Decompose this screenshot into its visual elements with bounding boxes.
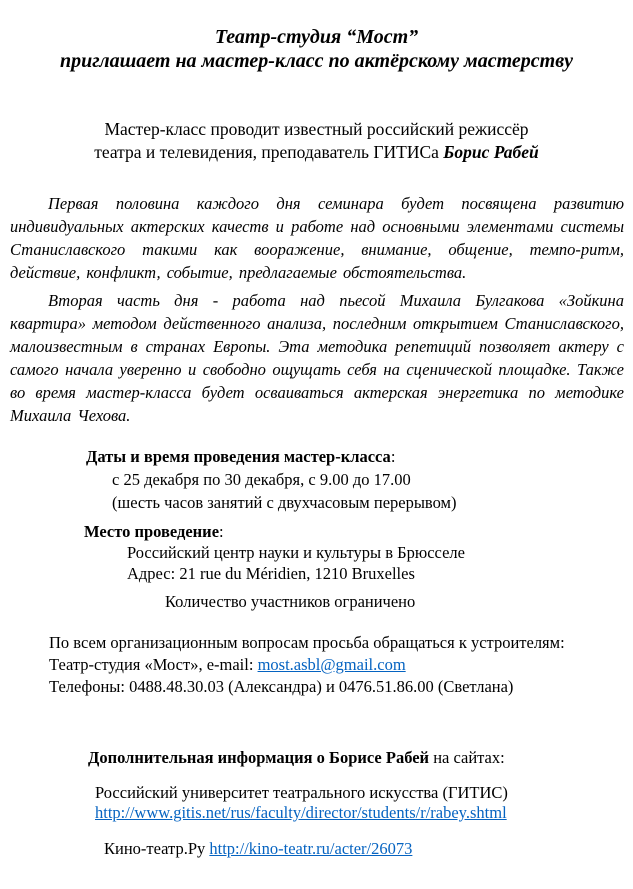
more-info-heading <box>88 748 505 768</box>
gitis-link[interactable]: http://www.gitis.net/rus/faculty/director/students/r/rabey.shtml <box>95 803 507 822</box>
kino-section <box>104 839 412 859</box>
venue-heading: Место проведение <box>84 522 220 541</box>
subtitle-line2 <box>0 141 633 164</box>
venue-section <box>84 521 465 584</box>
more-info-heading-rest: на сайтах: <box>429 748 505 767</box>
contacts-phones: Телефоны: 0488.48.30.03 (Александра) и 0476.51.86.00 (Светлана) <box>49 677 514 696</box>
gitis-section <box>95 783 508 823</box>
dates-heading-colon: : <box>390 447 396 466</box>
dates-heading-line <box>86 445 457 468</box>
contacts-section <box>49 632 565 698</box>
page-title-line1: Театр-студия “Мост” <box>214 26 419 48</box>
dates-heading: Даты и время проведения мастер-класса <box>86 447 391 466</box>
contacts-email-prefix: Театр-студия «Мост», e-mail: <box>49 655 258 674</box>
venue-address: Адрес: 21 rue du Méridien, 1210 Bruxelles <box>127 564 415 583</box>
contacts-email-line <box>49 654 565 676</box>
participants-note: Количество участников ограничено <box>165 592 416 611</box>
dates-section <box>86 445 457 514</box>
kino-label: Кино-театр.Ру <box>104 839 210 858</box>
subtitle <box>0 118 633 164</box>
page-title-line2: приглашает на мастер-класс по актёрскому мастерству <box>59 50 574 72</box>
dates-note: (шесть часов занятий с двухчасовым перерывом) <box>112 493 457 512</box>
paragraph-seminar-first-half: Первая половина каждого дня семинара будет посвящена развитию индивидуальных актерских качеств и работе над основными элементами системы Станиславского такими как вооражение, внимание, общение, темпо-ритм, действие, конфликт, событие, предлагаемые обстоятельства. <box>10 194 624 282</box>
teacher-name: Борис Рабей <box>443 142 539 162</box>
venue-heading-line <box>84 521 465 542</box>
venue-heading-colon: : <box>219 522 224 541</box>
kino-link[interactable]: http://kino-teatr.ru/acter/26073 <box>209 839 413 858</box>
page-title <box>0 25 633 73</box>
subtitle-line2-prefix: театра и телевидения, преподаватель ГИТИСа <box>94 142 444 162</box>
dates-schedule: с 25 декабря по 30 декабря, с 9.00 до 17.00 <box>112 470 411 489</box>
gitis-link-line <box>95 803 508 823</box>
paragraph-seminar-second-half: Вторая часть дня - работа над пьесой Михаила Булгакова «Зойкина квартира» методом действенного анализа, последним открытием Станиславского, малоизвестным в странах Европы. Эта методика репетиций позволяет актеру с самого начала уверенно и свободно ощущать себя на сценической площадке. Также во время мастер-класса будет осваиваться актерская энергетика по методике Михаила Чехова. <box>10 291 624 425</box>
venue-name: Российский центр науки и культуры в Брюсселе <box>127 543 465 562</box>
contacts-intro: По всем организационным вопросам просьба обращаться к устроителям: <box>49 633 565 652</box>
subtitle-line1: Мастер-класс проводит известный российский режиссёр <box>104 119 529 139</box>
gitis-label: Российский университет театрального искусства (ГИТИС) <box>95 783 508 802</box>
email-link[interactable]: most.asbl@gmail.com <box>257 655 406 674</box>
more-info-heading-bold: Дополнительная информация о Борисе Рабей <box>88 748 430 767</box>
